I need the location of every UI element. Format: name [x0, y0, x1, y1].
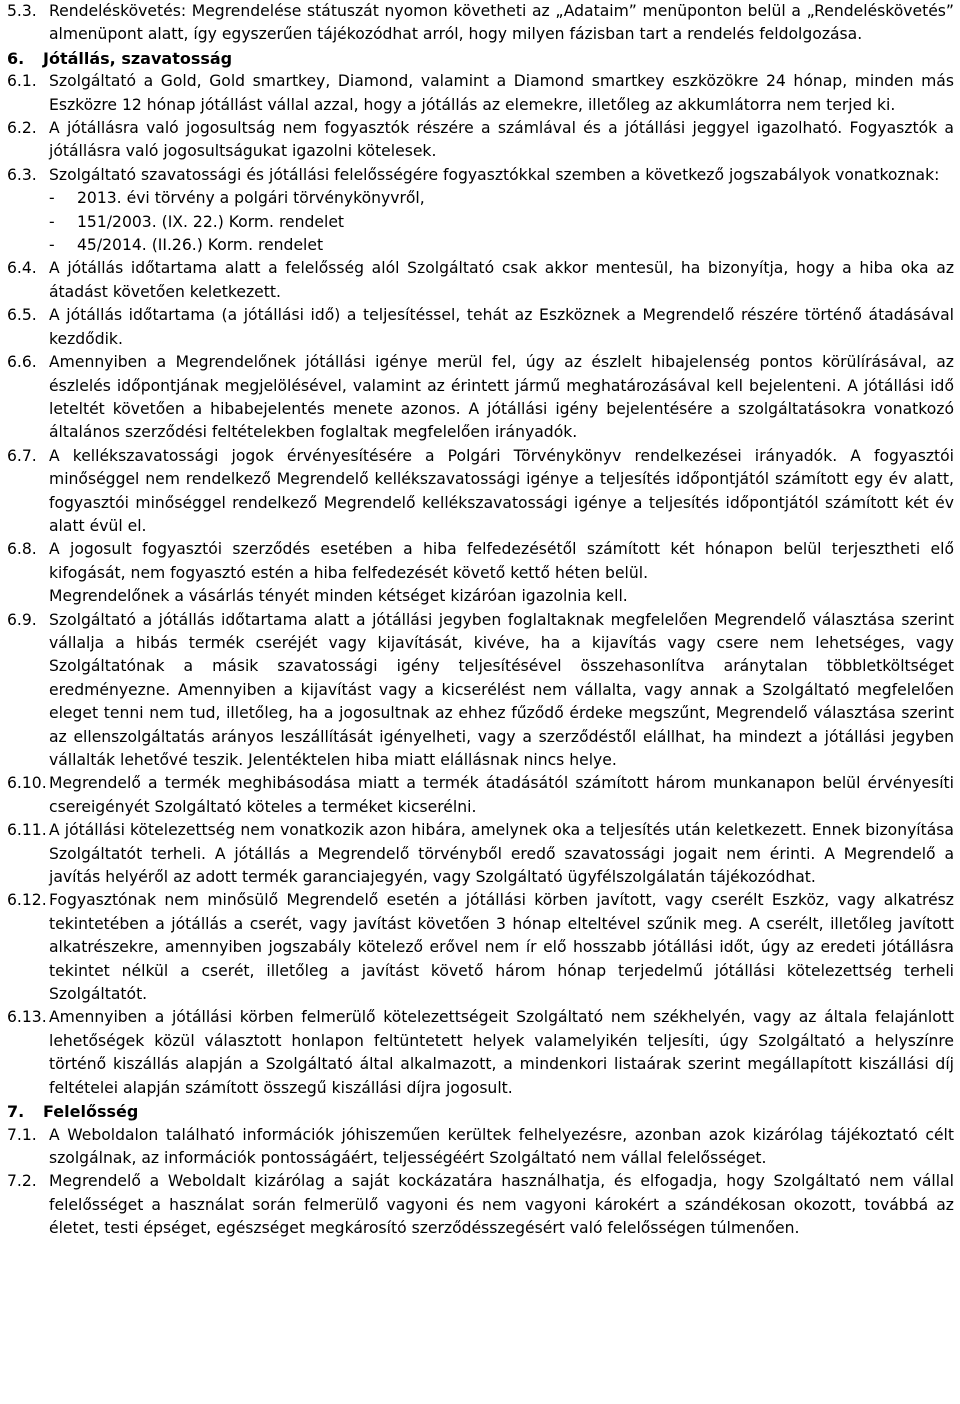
section-text: Megrendelő a Weboldalt kizárólag a saját kockázatára használhatja, és elfogadja, hogy Szolgáltató nem vállal felelősséget a használat során felmerülő vagyoni és nem vagyoni károkért a szándékosan okozott, továbbá az életet, testi épséget, egészséget megkárosító szerződésszegésért való felelősségen túlmenően.: [49, 1172, 954, 1238]
list-dash: -: [49, 212, 55, 231]
list-dash: -: [49, 236, 55, 255]
section-text: A Weboldalon található információk jóhiszeműen kerültek felhelyezésre, azonban azok kizárólag tájékoztató célt szolgálnak, az információk pontosságáért, teljességéért Szolgáltató nem vállal felelősséget.: [49, 1125, 954, 1167]
section-6-12: [7, 889, 954, 1006]
section-number: 6.3.: [7, 165, 37, 184]
law-list-item: [49, 211, 954, 234]
section-number: 6.5.: [7, 306, 37, 325]
section-text: A jótállási kötelezettség nem vonatkozik azon hibára, amelynek oka a teljesítés után keletkezett. Ennek bizonyítása Szolgáltatót terheli. A jótállás a Megrendelő törvényből eredő szavatossági jogait nem érinti. A Megrendelő a javítás helyéről az adott termék garanciajegyén, vagy Szolgáltató ügyfélszolgálatán tájékozódhat.: [49, 821, 954, 887]
section-7-2: [7, 1170, 954, 1240]
heading-7: [7, 1100, 954, 1123]
section-6-3: [7, 164, 954, 187]
section-6-11: [7, 819, 954, 889]
section-text: Amennyiben a Megrendelőnek jótállási igénye merül fel, úgy az észlelt hibajelenség pontos körülírásával, az észlelés időpontjának megjelölésével, valamint az érintett jármű meghatározásával kell bejelenteni. A jótállási idő leteltét követően a hibabejelentés menete azonos. A jótállási igény bejelentésére a szolgáltatásokra vonatkozó általános szerződési feltételekben foglaltak megfelelően irányadók.: [49, 353, 954, 442]
section-text: A kellékszavatossági jogok érvényesítésére a Polgári Törvénykönyv rendelkezései irányadók. A fogyasztói minőséggel nem rendelkező Megrendelő kellékszavatossági igénye a teljesítés időpontjától számított egy év alatt, fogyasztói minőséggel rendelkező Megrendelő kellékszavatossági igénye a teljesítés időpontjától számított két év alatt évül el.: [49, 446, 954, 535]
heading-number: 6.: [7, 48, 25, 68]
section-text: A jótállásra való jogosultság nem fogyasztók részére a számlával és a jótállási jeggyel igazolható. Fogyasztók a jótállásra való jogosultságukat igazolni kötelesek.: [49, 119, 954, 161]
section-text: Szolgáltató a jótállás időtartama alatt a jótállási jegyben foglaltaknak megfelelően Megrendelő választása szerint vállalja a hibás termék cseréjét vagy kijavítását, kivéve, ha a kijavítás vagy csere nem lehetséges, vagy Szolgáltatónak a másik szavatossági igény teljesítésével összehasonlítva aránytalan többletköltséget eredményezne. Amennyiben a kijavítást vagy a kicserélést nem vállalta, vagy annak a Szolgáltató megfelelően eleget tenni nem tud, illetőleg, ha a jogosultnak az ehhez fűződő érdeke megszűnt, Megrendelő választása szerint az ellenszolgáltatás arányos leszállítását igényelheti, vagy a szerződéstől elállhat, ha mindezt a jótállási jegyben vállalták lehetővé teszik. Jelentéktelen hiba miatt elállásnak nincs helye.: [49, 610, 954, 769]
section-text: Amennyiben a jótállási körben felmerülő kötelezettségeit Szolgáltató nem székhelyén, vagy az általa felajánlott lehetőségek közül választott honlapon feltüntetett helyek valamelyikén teljesíti, úgy Szolgáltató a helyszínre történő kiszállás alapján a Szolgáltató által alkalmazott, a mindenkori listaárak szerint megállapított kiszállási díj feltételei alapján számított összegű kiszállási díjra jogosult.: [49, 1008, 954, 1097]
section-text: Rendeléskövetés: Megrendelése státuszát nyomon követheti az „Adataim” menüponton belül a „Rendeléskövetés” almenüpont alatt, így egyszerűen tájékozódhat arról, hogy milyen fázisban tart a rendelés feldolgozása.: [49, 2, 954, 44]
heading-number: 7.: [7, 1102, 25, 1122]
section-6-7: [7, 445, 954, 539]
section-number: 6.13.: [7, 1008, 47, 1027]
section-5-3: [7, 0, 954, 47]
section-text: A jótállás időtartama alatt a felelősség alól Szolgáltató csak akkor mentesül, ha bizonyítja, hogy a hiba oka az átadást követően keletkezett.: [49, 259, 954, 301]
section-number: 6.1.: [7, 72, 37, 91]
section-number: 6.10.: [7, 774, 47, 793]
section-text: Szolgáltató szavatossági és jótállási felelősségére fogyasztókkal szemben a következő jogszabályok vonatkoznak:: [49, 165, 940, 184]
section-number: 6.2.: [7, 119, 37, 138]
section-number: 6.4.: [7, 259, 37, 278]
law-list-item: [49, 234, 954, 257]
section-6-1: [7, 70, 954, 117]
section-text: A jótállás időtartama (a jótállási idő) a teljesítéssel, tehát az Eszköznek a Megrendelő részére történő átadásával kezdődik.: [49, 306, 954, 348]
section-6-9: [7, 609, 954, 773]
section-text: Megrendelő a termék meghibásodása miatt a termék átadásától számított három munkanapon belül érvényesíti csereigényét Szolgáltató köteles a terméket kicserélni.: [49, 774, 954, 816]
law-text: 2013. évi törvény a polgári törvénykönyvről,: [77, 189, 425, 208]
section-6-8-extra: Megrendelőnek a vásárlás tényét minden kétséget kizáróan igazolnia kell.: [49, 587, 628, 606]
section-6-4: [7, 257, 954, 304]
section-6-13: [7, 1006, 954, 1100]
list-dash: -: [49, 189, 55, 208]
section-number: 6.11.: [7, 821, 47, 840]
section-6-8: [7, 538, 954, 585]
section-number: 7.1.: [7, 1125, 37, 1144]
section-6-2: [7, 117, 954, 164]
section-text: A jogosult fogyasztói szerződés esetében a hiba felfedezésétől számított két hónapon belül terjesztheti elő kifogását, nem fogyasztó estén a hiba felfedezését követő kettő héten belül.: [49, 540, 954, 582]
section-number: 6.9.: [7, 610, 37, 629]
law-text: 151/2003. (IX. 22.) Korm. rendelet: [77, 212, 345, 231]
law-text: 45/2014. (II.26.) Korm. rendelet: [77, 236, 324, 255]
section-number: 6.7.: [7, 446, 37, 465]
section-number: 6.6.: [7, 353, 37, 372]
heading-title: Jótállás, szavatosság: [43, 48, 233, 68]
section-6-6: [7, 351, 954, 445]
section-text: Szolgáltató a Gold, Gold smartkey, Diamond, valamint a Diamond smartkey eszközökre 24 hónap, minden más Eszközre 12 hónap jótállást vállal azzal, hogy a jótállás az elemekre, illetőleg az akkumlátorra nem terjed ki.: [49, 72, 954, 114]
heading-title: Felelősség: [43, 1102, 139, 1122]
section-number: 6.8.: [7, 540, 37, 559]
section-text: Fogyasztónak nem minősülő Megrendelő esetén a jótállási körben javított, vagy cserélt Eszköz, vagy alkatrész tekintetében a jótállás a cserét, vagy javítást követően 3 hónap elteltével szűnik meg. A cserélt, illetőleg javított alkatrészekre, amennyiben jogszabály kötelező erővel nem ír elő hosszabb jótállási időt, úgy az eredeti jótállásra tekintet nélkül a cserét, illetőleg a javítást követő három hónap terjedelmű jótállási kötelezettség terheli Szolgáltatót.: [49, 891, 954, 1004]
section-number: 5.3.: [7, 2, 37, 20]
heading-6: [7, 47, 954, 70]
section-6-10: [7, 772, 954, 819]
section-number: 7.2.: [7, 1172, 37, 1191]
section-6-5: [7, 304, 954, 351]
section-7-1: [7, 1124, 954, 1171]
law-list-item: [49, 187, 954, 210]
section-number: 6.12.: [7, 891, 47, 910]
